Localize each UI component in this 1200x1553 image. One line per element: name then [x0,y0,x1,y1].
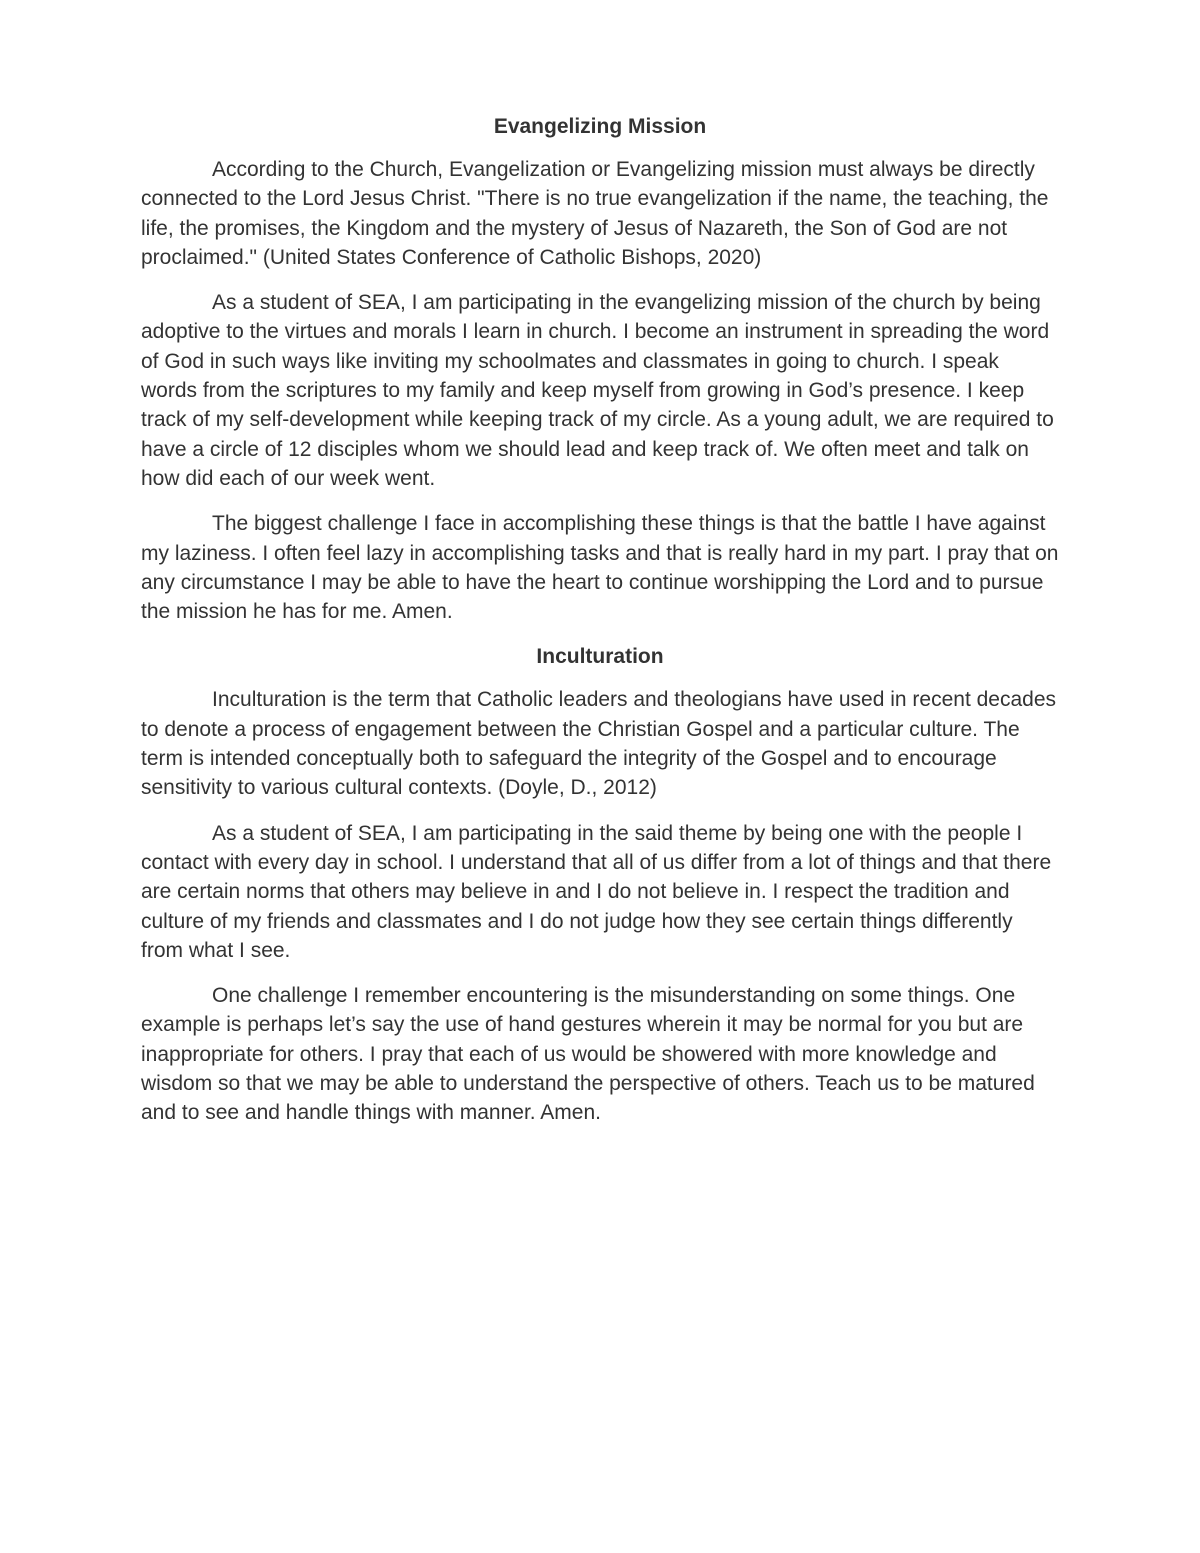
paragraph: According to the Church, Evangelization or Evangelizing mission must always be directly connected to the Lord Jesus Christ. "There is no true evangelization if the name, the teaching, the life, the promises, the Kingdom and the mystery of Jesus of Nazareth, the Son of God are not proclaimed." (United States Conference of Catholic Bishops, 2020) [141,158,1049,269]
section-inculturation [141,642,1059,1127]
paragraph: As a student of SEA, I am participating in the evangelizing mission of the church by being adoptive to the virtues and morals I learn in church. I become an instrument in spreading the word of God in such ways like inviting my schoolmates and classmates in going to church. I speak words from the scriptures to my family and keep myself from growing in God’s presence. I keep track of my self-development while keeping track of my circle. As a young adult, we are required to have a circle of 12 disciples whom we should lead and keep track of. We often meet and talk on how did each of our week went. [141,291,1054,490]
section-evangelizing-mission [141,112,1059,626]
paragraph: One challenge I remember encountering is the misunderstanding on some things. One example is perhaps let’s say the use of hand gestures wherein it may be normal for you but are inappropriate for others. I pray that each of us would be showered with more knowledge and wisdom so that we may be able to understand the perspective of others. Teach us to be matured and to see and handle things with manner. Amen. [141,984,1035,1125]
document-page [141,112,1059,1144]
paragraph: Inculturation is the term that Catholic leaders and theologians have used in recent decades to denote a process of engagement between the Christian Gospel and a particular culture. The term is intended conceptually both to safeguard the integrity of the Gospel and to encourage sensitivity to various cultural contexts. (Doyle, D., 2012) [141,688,1057,800]
section-heading: Inculturation [536,645,664,669]
paragraph: The biggest challenge I face in accomplishing these things is that the battle I have against my laziness. I often feel lazy in accomplishing tasks and that is really hard in my part. I pray that on any circumstance I may be able to have the heart to continue worshipping the Lord and to pursue the mission he has for me. Amen. [141,512,1059,624]
section-heading: Evangelizing Mission [493,115,707,138]
paragraph: As a student of SEA, I am participating in the said theme by being one with the people I contact with every day in school. I understand that all of us differ from a lot of things and that there are certain norms that others may believe in and I do not believe in. I respect the tradition and culture of my friends and classmates and I do not judge how they see certain things differently from what I see. [141,821,1052,962]
